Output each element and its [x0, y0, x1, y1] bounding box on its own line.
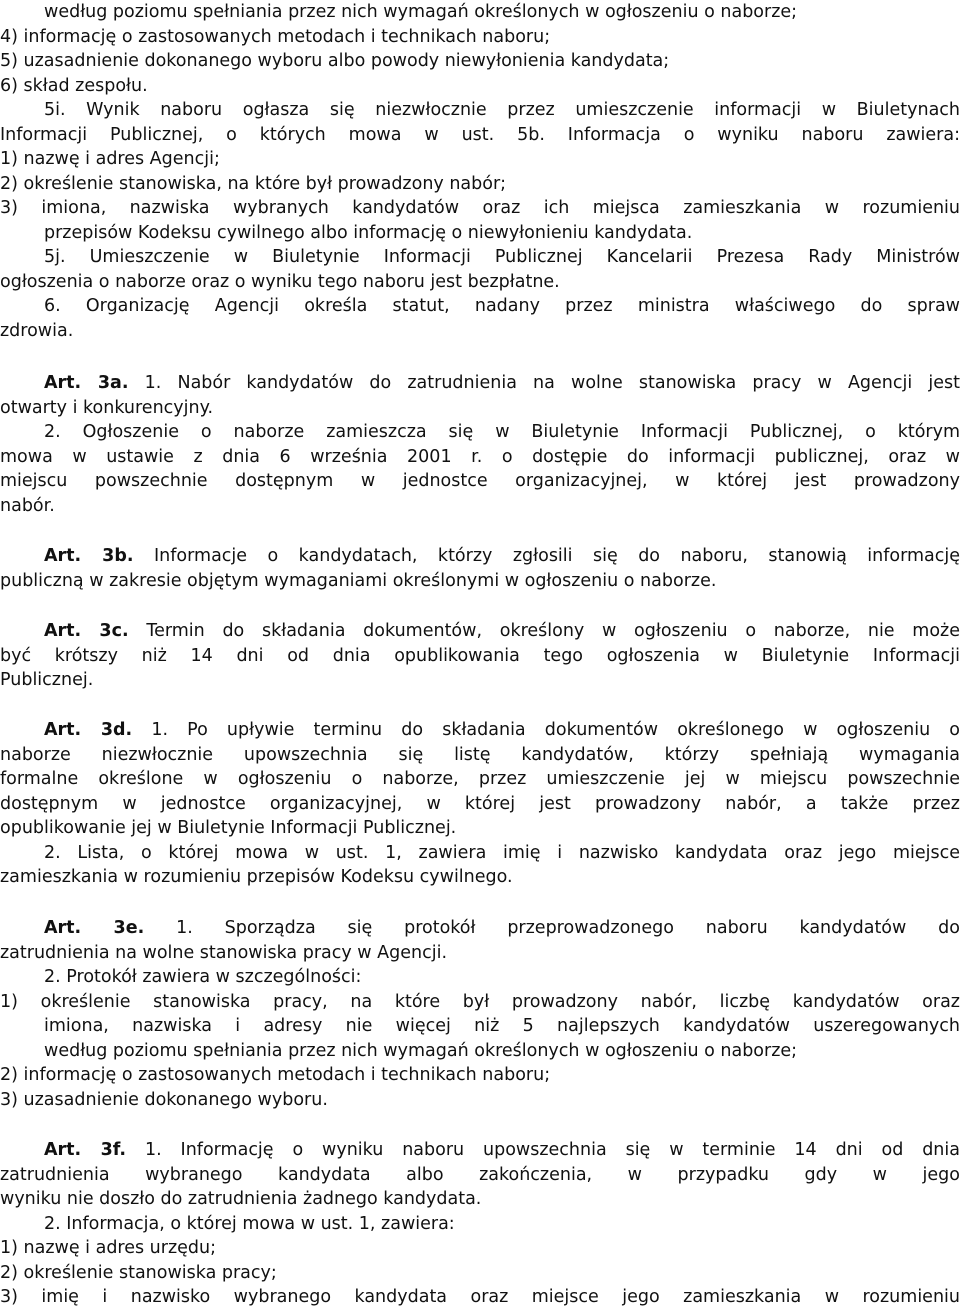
text-line: zamieszkania w rozumieniu przepisów Kodeksu cywilnego. — [0, 867, 513, 887]
text-line: 6) skład zespołu. — [0, 75, 148, 96]
text-line: naborze niezwłocznie upowszechnia się listę kandydatów, którzy spełniają wymagania — [0, 744, 960, 765]
article-line — [0, 916, 960, 941]
text-line: ogłoszenia o naborze oraz o wyniku tego naboru jest bezpłatne. — [0, 271, 560, 292]
article-line — [0, 544, 960, 569]
text-span: 1. Sporządza się protokół przeprowadzonego naboru kandydatów do — [144, 918, 960, 938]
article-line — [0, 619, 960, 644]
text-span: 1. Nabór kandydatów do zatrudnienia na wolne stanowiska pracy w Agencji jest — [128, 373, 960, 393]
text-line: nabór. — [0, 495, 55, 516]
text-line: 5i. Wynik naboru ogłasza się niezwłocznie przez umieszczenie informacji w Biuletynach — [44, 100, 960, 120]
text-line: 5j. Umieszczenie w Biuletynie Informacji Publicznej Kancelarii Prezesa Rady Ministrów — [44, 247, 960, 267]
text-line: 1) nazwę i adres urzędu; — [0, 1238, 217, 1258]
text-line: zatrudnienia wybranego kandydata albo zakończenia, w przypadku gdy w jego — [0, 1164, 960, 1185]
text-line: przepisów Kodeksu cywilnego albo informację o niewyłonieniu kandydata. — [44, 222, 693, 243]
text-line: 2. Informacja, o której mowa w ust. 1, zawiera: — [44, 1213, 455, 1234]
text-line: 4) informację o zastosowanych metodach i technikach naboru; — [0, 26, 551, 47]
text-line: miejscu powszechnie dostępnym w jednostce organizacyjnej, w której jest prowadzony — [0, 471, 960, 491]
article-heading: Art. 3e. — [44, 918, 145, 938]
article-heading: Art. 3c. — [44, 621, 129, 641]
text-line: publiczną w zakresie objętym wymaganiami określonymi w ogłoszeniu o naborze. — [0, 570, 717, 591]
text-line: formalne określone w ogłoszeniu o naborze, przez umieszczenie jej w miejscu powszechnie — [0, 769, 960, 789]
text-span: 1. Informację o wyniku naboru upowszechnia się w terminie 14 dni od dnia — [126, 1140, 960, 1160]
text-line: wyniku nie doszło do zatrudnienia żadnego kandydata. — [0, 1189, 482, 1209]
text-line: 3) imiona, nazwiska wybranych kandydatów oraz ich miejsca zamieszkania w rozumieniu — [0, 198, 960, 218]
article-heading: Art. 3d. — [44, 720, 133, 740]
text-line: imiona, nazwiska i adresy nie więcej niż 5 najlepszych kandydatów uszeregowanych — [44, 1016, 960, 1036]
text-line: być krótszy niż 14 dni od dnia opublikowania tego ogłoszenia w Biuletynie Informacji — [0, 645, 960, 666]
article-heading: Art. 3b. — [44, 546, 134, 566]
text-line: 2) określenie stanowiska, na które był prowadzony nabór; — [0, 173, 507, 194]
text-line: opublikowanie jej w Biuletynie Informacji Publicznej. — [0, 818, 457, 838]
text-span: Informacje o kandydatach, którzy zgłosili się do naboru, stanowią informację — [133, 546, 960, 566]
article-line — [0, 718, 960, 743]
article-line — [0, 371, 960, 396]
text-line: według poziomu spełniania przez nich wymagań określonych w ogłoszeniu o naborze; — [44, 2, 798, 22]
text-span: 1. Po upływie terminu do składania dokumentów określonego w ogłoszeniu o — [132, 720, 960, 740]
text-line: 2. Protokół zawiera w szczególności: — [44, 967, 362, 987]
article-line — [0, 1138, 960, 1163]
text-line: zatrudnienia na wolne stanowiska pracy w Agencji. — [0, 942, 448, 963]
text-line: zdrowia. — [0, 320, 74, 341]
text-line: 3) imię i nazwisko wybranego kandydata oraz miejsce jego zamieszkania w rozumieniu — [0, 1287, 960, 1307]
text-line: Informacji Publicznej, o których mowa w ust. 5b. Informacja o wyniku naboru zawiera: — [0, 124, 960, 145]
text-span: Termin do składania dokumentów, określony w ogłoszeniu o naborze, nie może — [128, 621, 960, 641]
text-line: 5) uzasadnienie dokonanego wyboru albo powody niewyłonienia kandydata; — [0, 51, 670, 71]
text-line: 2. Ogłoszenie o naborze zamieszcza się w Biuletynie Informacji Publicznej, o którym — [44, 422, 960, 442]
text-line: 3) uzasadnienie dokonanego wyboru. — [0, 1089, 328, 1110]
text-line: dostępnym w jednostce organizacyjnej, w której jest prowadzony nabór, a także przez — [0, 793, 960, 814]
text-line: 2) określenie stanowiska pracy; — [0, 1262, 277, 1283]
text-line: 1) nazwę i adres Agencji; — [0, 149, 220, 169]
article-heading: Art. 3a. — [44, 373, 129, 393]
text-line: mowa w ustawie z dnia 6 września 2001 r. o dostępie do informacji publicznej, oraz w — [0, 446, 960, 467]
text-line: 1) określenie stanowiska pracy, na które był prowadzony nabór, liczbę kandydatów oraz — [0, 991, 960, 1012]
text-line: otwarty i konkurencyjny. — [0, 397, 214, 418]
text-line: 6. Organizację Agencji określa statut, nadany przez ministra właściwego do spraw — [44, 296, 960, 316]
text-line: Publicznej. — [0, 670, 94, 690]
article-heading: Art. 3f. — [44, 1140, 127, 1160]
text-line: według poziomu spełniania przez nich wymagań określonych w ogłoszeniu o naborze; — [44, 1040, 798, 1061]
text-line: 2. Lista, o której mowa w ust. 1, zawiera imię i nazwisko kandydata oraz jego miejsce — [44, 842, 960, 863]
text-line: 2) informację o zastosowanych metodach i technikach naboru; — [0, 1065, 551, 1085]
